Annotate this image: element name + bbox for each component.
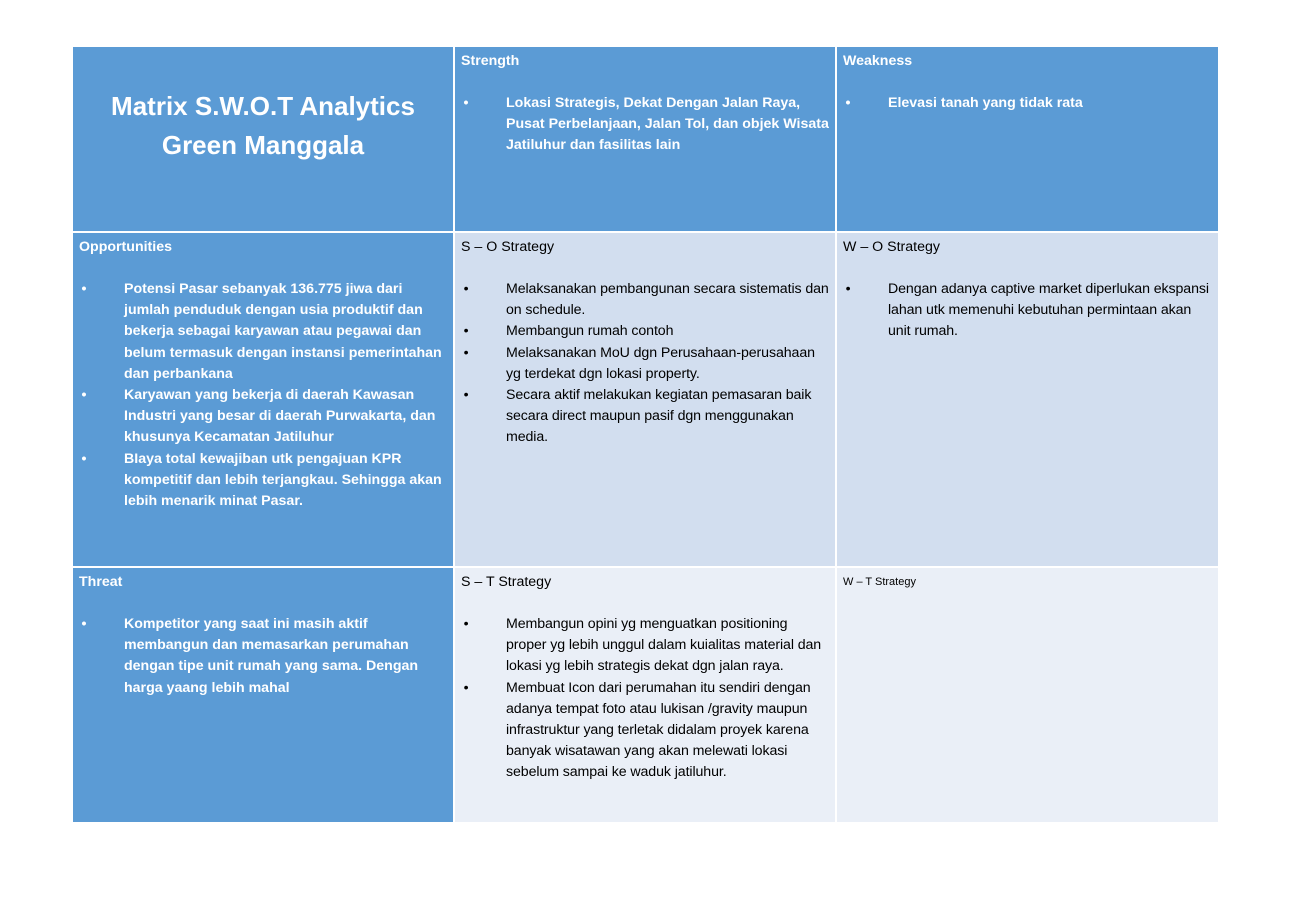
threat-list: [79, 614, 447, 699]
st-strategy-cell: [455, 568, 835, 822]
opportunities-header: Opportunities: [79, 239, 173, 255]
swot-matrix-table: [73, 47, 1216, 820]
list-item: [461, 343, 829, 385]
bullet-icon: •: [463, 679, 469, 696]
title-line-2: Green Manggala: [161, 130, 365, 160]
list-item-text: Potensi Pasar sebanyak 136.775 jiwa dari jumlah penduduk dengan usia produktif dan bekerja sebagai karyawan atau pegawai dan belum termasuk dengan instansi pemerintahan dan perbankana: [124, 281, 442, 382]
list-item: [79, 279, 447, 385]
threat-cell: [73, 568, 453, 822]
list-item: [461, 321, 829, 342]
list-item-text: Kompetitor yang saat ini masih aktif membangun dan memasarkan perumahan dengan tipe unit rumah yang sama. Dengan harga yaang lebih mahal: [124, 616, 419, 696]
strength-cell: [455, 47, 835, 231]
list-item-text: Dengan adanya captive market diperlukan ekspansi lahan utk memenuhi kebutuhan permintaan akan unit rumah.: [888, 281, 1209, 340]
list-item: [461, 614, 829, 678]
list-item-text: Secara aktif melakukan kegiatan pemasaran baik secara direct maupun pasif dgn menggunakan media.: [506, 387, 812, 446]
wo-strategy-list: [843, 279, 1212, 343]
list-item-text: Membuat Icon dari perumahan itu sendiri dengan adanya tempat foto atau lukisan /gravity maupun infrastruktur yang terletak didalam proyek karena banyak wisatawan yang akan melewati lokasi sebelum sampai ke waduk jatiluhur.: [506, 679, 811, 781]
bullet-icon: •: [463, 344, 469, 361]
bullet-icon: •: [463, 281, 469, 297]
wo-strategy-cell: [837, 233, 1218, 566]
title-line-1: Matrix S.W.O.T Analytics: [111, 91, 415, 121]
list-item: [79, 385, 447, 449]
bullet-icon: •: [845, 281, 851, 297]
wo-strategy-header: W – O Strategy: [843, 239, 940, 255]
list-item: [461, 678, 829, 784]
title-cell: [73, 47, 453, 231]
wt-strategy-header: W – T Strategy: [843, 576, 916, 588]
strength-header: Strength: [461, 53, 520, 69]
list-item: [461, 385, 829, 449]
list-item-text: Membangun rumah contoh: [506, 323, 674, 340]
list-item-text: Melaksanakan pembangunan secara sistematis dan on schedule.: [506, 281, 829, 319]
list-item-text: Melaksanakan MoU dgn Perusahaan-perusahaan yg terdekat dgn lokasi property.: [506, 344, 815, 382]
weakness-list: [843, 93, 1212, 114]
so-strategy-header: S – O Strategy: [461, 239, 555, 255]
bullet-icon: •: [463, 616, 469, 632]
list-item: [843, 93, 1212, 114]
list-item-text: Karyawan yang bekerja di daerah Kawasan Industri yang besar di daerah Purwakarta, dan khusunya Kecamatan Jatiluhur: [124, 387, 436, 446]
bullet-icon: •: [81, 387, 87, 404]
threat-header: Threat: [79, 574, 123, 590]
list-item-text: Membangun opini yg menguatkan positioning proper yg lebih unggul dalam kuialitas material dan lokasi yg lebih strategis dekat dgn jalan raya.: [506, 616, 822, 675]
list-item: [461, 279, 829, 321]
bullet-icon: •: [81, 616, 87, 632]
list-item-text: BIaya total kewajiban utk pengajuan KPR kompetitif dan lebih terjangkau. Sehingga akan lebih menarik minat Pasar.: [124, 450, 442, 510]
weakness-header: Weakness: [843, 53, 913, 69]
so-strategy-cell: [455, 233, 835, 566]
matrix-title: [111, 87, 415, 165]
wt-strategy-cell: [837, 568, 1218, 822]
opportunities-cell: [73, 233, 453, 566]
st-strategy-list: [461, 614, 829, 784]
list-item-text: Lokasi Strategis, Dekat Dengan Jalan Raya, Pusat Perbelanjaan, Jalan Tol, dan objek Wisata Jatiluhur dan fasilitas lain: [506, 95, 829, 154]
bullet-icon: •: [81, 450, 87, 467]
weakness-cell: [837, 47, 1218, 231]
so-strategy-list: [461, 279, 829, 449]
bullet-icon: •: [463, 95, 469, 111]
strength-list: [461, 93, 829, 157]
bullet-icon: •: [463, 387, 469, 404]
bullet-icon: •: [463, 323, 469, 340]
bullet-icon: •: [845, 95, 851, 111]
list-item: [79, 614, 447, 699]
opportunities-list: [79, 279, 447, 512]
list-item: [79, 449, 447, 513]
list-item-text: Elevasi tanah yang tidak rata: [888, 95, 1083, 111]
st-strategy-header: S – T Strategy: [461, 574, 552, 590]
list-item: [843, 279, 1212, 343]
list-item: [461, 93, 829, 157]
bullet-icon: •: [81, 281, 87, 297]
